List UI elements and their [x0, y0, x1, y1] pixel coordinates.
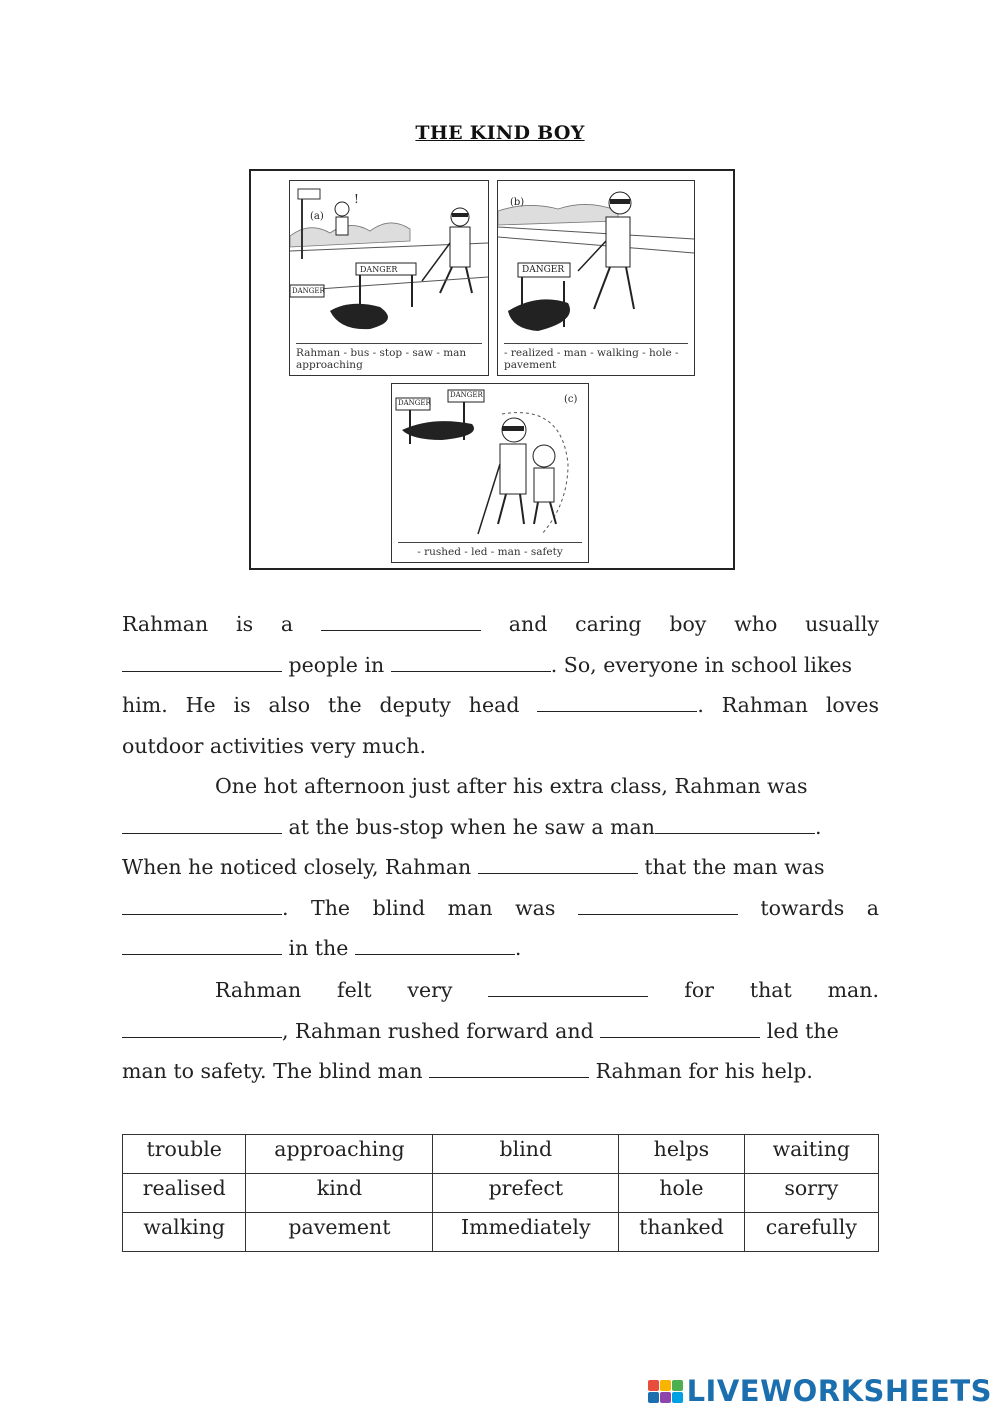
blank-5[interactable]	[122, 811, 282, 834]
paragraph-2-line-5	[122, 928, 879, 969]
worksheet-title: THE KIND BOY	[415, 122, 585, 144]
picture-panel-a	[289, 180, 489, 376]
word-bank-table	[122, 1134, 879, 1252]
picture-panel-c	[391, 383, 589, 563]
blank-10[interactable]	[122, 932, 282, 955]
text: people in	[288, 652, 385, 677]
paragraph-3-line-3	[122, 1051, 879, 1092]
panel-b-danger-sign: DANGER	[522, 265, 565, 275]
word: Rahman	[122, 612, 209, 636]
text: at the bus-stop when he saw a man	[288, 814, 655, 839]
panel-c-caption: - rushed - led - man - safety	[398, 542, 582, 558]
word-bank-cell: sorry	[744, 1174, 878, 1213]
text: .	[814, 814, 822, 839]
liveworksheets-logo	[648, 1373, 992, 1409]
paragraph-1	[122, 604, 879, 766]
blank-7[interactable]	[478, 851, 638, 874]
blank-8[interactable]	[122, 892, 282, 915]
paragraph-2-line-2	[122, 807, 879, 848]
panel-c-label: (c)	[564, 394, 578, 405]
text: him. He is also the deputy head	[122, 693, 520, 718]
text: . So, everyone in school likes	[550, 652, 853, 677]
word: who	[734, 612, 778, 636]
blank-9[interactable]	[578, 892, 738, 915]
blank-15[interactable]	[429, 1055, 589, 1078]
panel-a-danger-sign-2: DANGER	[292, 287, 325, 295]
paragraph-2-line-1: One hot afternoon just after his extra class, Rahman was	[215, 774, 808, 798]
panel-c-drawing	[392, 384, 588, 562]
text: . Rahman loves	[697, 693, 879, 718]
picture-panel-b	[497, 180, 695, 376]
text: led the	[766, 1018, 839, 1043]
blank-4[interactable]	[537, 689, 697, 712]
blank-13[interactable]	[122, 1015, 282, 1038]
text: Rahman felt very	[215, 978, 453, 1002]
text: , Rahman rushed forward and	[282, 1018, 594, 1043]
paragraph-1-line-2	[122, 645, 879, 686]
word: caring	[575, 612, 642, 636]
logo-block	[648, 1380, 659, 1391]
paragraph-1-line-1	[122, 604, 879, 645]
story-picture-frame	[249, 169, 735, 570]
word: usually	[805, 612, 879, 636]
logo-block	[672, 1380, 683, 1391]
word: is	[236, 612, 254, 636]
text: man to safety. The blind man	[122, 1059, 423, 1084]
logo-block	[660, 1392, 671, 1403]
logo-block	[660, 1380, 671, 1391]
blank-1[interactable]	[321, 608, 481, 631]
word-bank-cell: walking	[123, 1213, 246, 1252]
word-bank-cell: pavement	[246, 1213, 433, 1252]
word-bank-cell: realised	[123, 1174, 246, 1213]
word-bank-cell: trouble	[123, 1135, 246, 1174]
text: . The blind man was	[282, 895, 556, 920]
word: and	[508, 612, 548, 636]
word-bank-row	[123, 1135, 879, 1174]
liveworksheets-wordmark: LIVEWORKSHEETS	[686, 1374, 992, 1408]
blank-12[interactable]	[488, 974, 648, 997]
text: that the man was	[644, 855, 825, 880]
paragraph-3-line-2	[122, 1011, 879, 1052]
blank-11[interactable]	[355, 932, 515, 955]
paragraph-2-line-3	[122, 847, 879, 888]
text: towards a	[760, 895, 879, 920]
logo-block	[648, 1392, 659, 1403]
word-bank-cell: blind	[433, 1135, 619, 1174]
panel-c-danger-sign-2: DANGER	[450, 391, 483, 399]
word-bank-row	[123, 1213, 879, 1252]
word-bank-cell: kind	[246, 1174, 433, 1213]
text: .	[514, 936, 522, 961]
text: for that man.	[684, 978, 879, 1002]
blank-14[interactable]	[600, 1015, 760, 1038]
blank-2[interactable]	[122, 649, 282, 672]
word-bank-cell: approaching	[246, 1135, 433, 1174]
panel-c-danger-sign: DANGER	[398, 399, 431, 407]
word-bank-cell: waiting	[744, 1135, 878, 1174]
text: in the	[288, 936, 349, 961]
word-bank-cell: helps	[619, 1135, 744, 1174]
paragraph-2	[122, 766, 879, 969]
paragraph-3	[122, 970, 879, 1092]
word-bank-cell: prefect	[433, 1174, 619, 1213]
panel-a-label: (a)	[310, 211, 324, 222]
blank-3[interactable]	[391, 649, 551, 672]
liveworksheets-logo-icon	[648, 1380, 683, 1403]
word-bank-row	[123, 1174, 879, 1213]
svg-text:!: !	[354, 192, 359, 206]
paragraph-1-line-4: outdoor activities very much.	[122, 733, 426, 758]
paragraph-3-line-1	[122, 970, 879, 1011]
panel-a-caption: Rahman - bus - stop - saw - man approaching	[296, 343, 482, 371]
word: a	[280, 612, 294, 636]
word-bank-cell: hole	[619, 1174, 744, 1213]
word: boy	[669, 612, 707, 636]
logo-block	[672, 1392, 683, 1403]
panel-a-danger-sign: DANGER	[360, 265, 398, 274]
word-bank-cell: carefully	[744, 1213, 878, 1252]
word-bank-cell: thanked	[619, 1213, 744, 1252]
blank-6[interactable]	[655, 811, 815, 834]
text: When he noticed closely, Rahman	[122, 855, 472, 880]
paragraph-2-line-4	[122, 888, 879, 929]
paragraph-1-line-3	[122, 685, 879, 726]
word-bank-cell: Immediately	[433, 1213, 619, 1252]
panel-b-label: (b)	[510, 197, 525, 208]
panel-b-caption: - realized - man - walking - hole - pavement	[504, 343, 688, 371]
text: Rahman for his help.	[595, 1059, 813, 1084]
